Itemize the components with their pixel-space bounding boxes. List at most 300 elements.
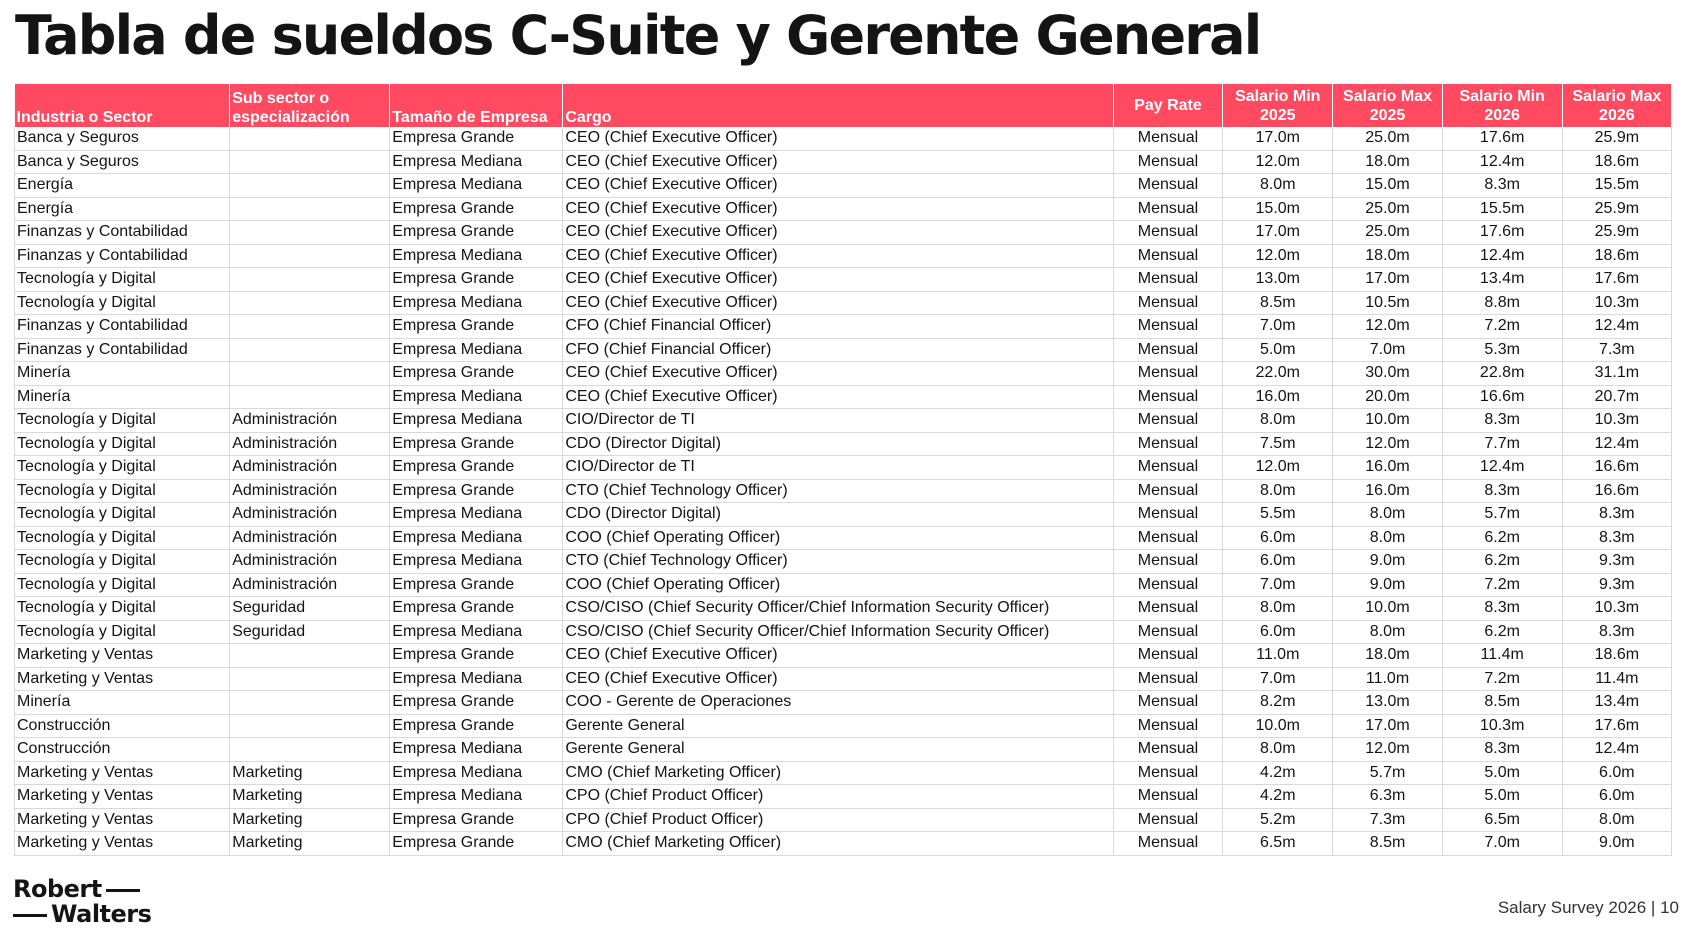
- cell-salario-min-2025: 5.5m: [1223, 503, 1333, 527]
- table-row: [15, 808, 1672, 832]
- cell-industria: Energía: [15, 174, 230, 198]
- table-row: [15, 526, 1672, 550]
- cell-pay-rate: Mensual: [1113, 432, 1222, 456]
- cell-industria: Construcción: [15, 738, 230, 762]
- table-row: [15, 127, 1672, 150]
- table-row: [15, 550, 1672, 574]
- cell-salario-min-2026: 13.4m: [1442, 268, 1562, 292]
- cell-industria: Marketing y Ventas: [15, 667, 230, 691]
- cell-pay-rate: Mensual: [1113, 714, 1222, 738]
- cell-cargo: COO (Chief Operating Officer): [563, 573, 1114, 597]
- table-row: [15, 456, 1672, 480]
- cell-tamano: Empresa Grande: [390, 573, 563, 597]
- cell-salario-min-2026: 7.2m: [1442, 667, 1562, 691]
- cell-salario-min-2025: 10.0m: [1223, 714, 1333, 738]
- cell-industria: Tecnología y Digital: [15, 503, 230, 527]
- cell-industria: Marketing y Ventas: [15, 808, 230, 832]
- cell-salario-min-2025: 15.0m: [1223, 197, 1333, 221]
- cell-salario-max-2025: 5.7m: [1333, 761, 1442, 785]
- cell-salario-max-2025: 17.0m: [1333, 268, 1442, 292]
- cell-salario-min-2026: 8.8m: [1442, 291, 1562, 315]
- cell-cargo: CFO (Chief Financial Officer): [563, 338, 1114, 362]
- cell-salario-max-2026: 12.4m: [1562, 738, 1671, 762]
- cell-salario-min-2025: 8.0m: [1223, 174, 1333, 198]
- cell-tamano: Empresa Mediana: [390, 785, 563, 809]
- cell-subsector: Seguridad: [230, 597, 390, 621]
- table-row: [15, 409, 1672, 433]
- cell-salario-min-2025: 8.0m: [1223, 738, 1333, 762]
- cell-tamano: Empresa Grande: [390, 714, 563, 738]
- cell-salario-max-2026: 12.4m: [1562, 315, 1671, 339]
- cell-salario-max-2026: 11.4m: [1562, 667, 1671, 691]
- cell-pay-rate: Mensual: [1113, 362, 1222, 386]
- cell-industria: Tecnología y Digital: [15, 456, 230, 480]
- cell-pay-rate: Mensual: [1113, 691, 1222, 715]
- cell-salario-max-2025: 11.0m: [1333, 667, 1442, 691]
- cell-subsector: [230, 315, 390, 339]
- cell-cargo: CEO (Chief Executive Officer): [563, 362, 1114, 386]
- cell-salario-min-2025: 7.0m: [1223, 315, 1333, 339]
- cell-tamano: Empresa Mediana: [390, 338, 563, 362]
- cell-cargo: CPO (Chief Product Officer): [563, 808, 1114, 832]
- cell-cargo: CEO (Chief Executive Officer): [563, 150, 1114, 174]
- cell-salario-max-2026: 10.3m: [1562, 597, 1671, 621]
- table-header-row: [15, 84, 1672, 127]
- cell-industria: Minería: [15, 385, 230, 409]
- header-subsector: Sub sector o especialización: [230, 84, 390, 127]
- table-row: [15, 221, 1672, 245]
- logo-word-robert: Robert: [13, 875, 102, 903]
- cell-cargo: CTO (Chief Technology Officer): [563, 479, 1114, 503]
- cell-subsector: [230, 714, 390, 738]
- cell-salario-max-2026: 16.6m: [1562, 479, 1671, 503]
- cell-salario-max-2025: 8.0m: [1333, 526, 1442, 550]
- cell-salario-max-2025: 10.0m: [1333, 597, 1442, 621]
- cell-tamano: Empresa Mediana: [390, 385, 563, 409]
- cell-subsector: [230, 667, 390, 691]
- cell-subsector: Marketing: [230, 761, 390, 785]
- table-row: [15, 244, 1672, 268]
- robert-walters-logo: [13, 877, 151, 927]
- cell-salario-max-2026: 20.7m: [1562, 385, 1671, 409]
- cell-industria: Tecnología y Digital: [15, 620, 230, 644]
- cell-salario-min-2025: 6.0m: [1223, 620, 1333, 644]
- cell-cargo: CEO (Chief Executive Officer): [563, 385, 1114, 409]
- cell-subsector: [230, 268, 390, 292]
- header-industria: Industria o Sector: [15, 84, 230, 127]
- cell-salario-min-2025: 5.0m: [1223, 338, 1333, 362]
- cell-tamano: Empresa Grande: [390, 362, 563, 386]
- cell-industria: Finanzas y Contabilidad: [15, 315, 230, 339]
- cell-tamano: Empresa Grande: [390, 127, 563, 150]
- cell-salario-min-2026: 6.2m: [1442, 550, 1562, 574]
- cell-subsector: [230, 362, 390, 386]
- cell-salario-min-2026: 8.3m: [1442, 597, 1562, 621]
- cell-cargo: CEO (Chief Executive Officer): [563, 291, 1114, 315]
- cell-cargo: CTO (Chief Technology Officer): [563, 550, 1114, 574]
- cell-pay-rate: Mensual: [1113, 268, 1222, 292]
- cell-industria: Tecnología y Digital: [15, 479, 230, 503]
- cell-salario-max-2025: 10.5m: [1333, 291, 1442, 315]
- cell-salario-min-2026: 7.2m: [1442, 315, 1562, 339]
- cell-salario-max-2025: 9.0m: [1333, 550, 1442, 574]
- cell-tamano: Empresa Mediana: [390, 620, 563, 644]
- logo-word-walters: Walters: [51, 900, 152, 928]
- cell-subsector: Administración: [230, 479, 390, 503]
- table-row: [15, 503, 1672, 527]
- cell-subsector: Administración: [230, 526, 390, 550]
- cell-tamano: Empresa Mediana: [390, 738, 563, 762]
- cell-subsector: [230, 197, 390, 221]
- cell-salario-max-2025: 18.0m: [1333, 150, 1442, 174]
- cell-pay-rate: Mensual: [1113, 550, 1222, 574]
- cell-subsector: Marketing: [230, 785, 390, 809]
- table-row: [15, 432, 1672, 456]
- cell-pay-rate: Mensual: [1113, 620, 1222, 644]
- cell-salario-min-2026: 5.0m: [1442, 761, 1562, 785]
- salary-table: [14, 84, 1672, 856]
- cell-salario-min-2026: 17.6m: [1442, 221, 1562, 245]
- table-row: [15, 479, 1672, 503]
- cell-cargo: CEO (Chief Executive Officer): [563, 174, 1114, 198]
- cell-subsector: [230, 127, 390, 150]
- cell-salario-max-2026: 6.0m: [1562, 785, 1671, 809]
- cell-pay-rate: Mensual: [1113, 338, 1222, 362]
- table-row: [15, 714, 1672, 738]
- cell-salario-min-2025: 16.0m: [1223, 385, 1333, 409]
- cell-pay-rate: Mensual: [1113, 174, 1222, 198]
- cell-industria: Tecnología y Digital: [15, 550, 230, 574]
- cell-salario-min-2025: 6.0m: [1223, 550, 1333, 574]
- cell-subsector: Administración: [230, 503, 390, 527]
- cell-salario-max-2026: 6.0m: [1562, 761, 1671, 785]
- cell-industria: Tecnología y Digital: [15, 526, 230, 550]
- cell-salario-min-2026: 15.5m: [1442, 197, 1562, 221]
- cell-pay-rate: Mensual: [1113, 150, 1222, 174]
- cell-subsector: [230, 691, 390, 715]
- page-number: 10: [1660, 898, 1679, 917]
- cell-salario-min-2026: 6.5m: [1442, 808, 1562, 832]
- cell-salario-max-2025: 25.0m: [1333, 221, 1442, 245]
- cell-salario-max-2026: 10.3m: [1562, 409, 1671, 433]
- logo-dash: [106, 889, 140, 892]
- cell-subsector: [230, 174, 390, 198]
- cell-salario-min-2025: 8.2m: [1223, 691, 1333, 715]
- cell-subsector: [230, 150, 390, 174]
- cell-cargo: CEO (Chief Executive Officer): [563, 127, 1114, 150]
- cell-pay-rate: Mensual: [1113, 479, 1222, 503]
- cell-industria: Tecnología y Digital: [15, 291, 230, 315]
- table-row: [15, 362, 1672, 386]
- cell-salario-max-2026: 25.9m: [1562, 221, 1671, 245]
- cell-tamano: Empresa Grande: [390, 597, 563, 621]
- cell-subsector: Administración: [230, 456, 390, 480]
- cell-salario-min-2025: 11.0m: [1223, 644, 1333, 668]
- cell-tamano: Empresa Grande: [390, 315, 563, 339]
- cell-cargo: CDO (Director Digital): [563, 432, 1114, 456]
- cell-salario-max-2026: 13.4m: [1562, 691, 1671, 715]
- cell-subsector: Administración: [230, 573, 390, 597]
- cell-salario-max-2026: 8.0m: [1562, 808, 1671, 832]
- header-pay-rate: Pay Rate: [1113, 84, 1222, 127]
- cell-salario-min-2025: 4.2m: [1223, 785, 1333, 809]
- cell-salario-max-2025: 25.0m: [1333, 197, 1442, 221]
- cell-cargo: COO (Chief Operating Officer): [563, 526, 1114, 550]
- cell-industria: Tecnología y Digital: [15, 597, 230, 621]
- table-row: [15, 597, 1672, 621]
- cell-salario-max-2026: 8.3m: [1562, 620, 1671, 644]
- cell-tamano: Empresa Grande: [390, 644, 563, 668]
- cell-salario-min-2025: 8.5m: [1223, 291, 1333, 315]
- cell-subsector: Administración: [230, 432, 390, 456]
- cell-salario-min-2026: 5.0m: [1442, 785, 1562, 809]
- cell-tamano: Empresa Grande: [390, 691, 563, 715]
- table-row: [15, 832, 1672, 856]
- cell-pay-rate: Mensual: [1113, 456, 1222, 480]
- cell-pay-rate: Mensual: [1113, 315, 1222, 339]
- cell-salario-max-2026: 18.6m: [1562, 644, 1671, 668]
- cell-pay-rate: Mensual: [1113, 785, 1222, 809]
- cell-industria: Marketing y Ventas: [15, 644, 230, 668]
- cell-salario-min-2026: 16.6m: [1442, 385, 1562, 409]
- table-row: [15, 667, 1672, 691]
- table-row: [15, 150, 1672, 174]
- cell-industria: Finanzas y Contabilidad: [15, 244, 230, 268]
- header-tamano: Tamaño de Empresa: [390, 84, 563, 127]
- cell-salario-min-2026: 22.8m: [1442, 362, 1562, 386]
- cell-industria: Marketing y Ventas: [15, 832, 230, 856]
- cell-salario-min-2025: 17.0m: [1223, 127, 1333, 150]
- cell-industria: Banca y Seguros: [15, 150, 230, 174]
- cell-tamano: Empresa Mediana: [390, 761, 563, 785]
- cell-salario-min-2025: 12.0m: [1223, 150, 1333, 174]
- cell-salario-min-2026: 7.7m: [1442, 432, 1562, 456]
- cell-tamano: Empresa Mediana: [390, 244, 563, 268]
- cell-tamano: Empresa Grande: [390, 268, 563, 292]
- cell-industria: Finanzas y Contabilidad: [15, 221, 230, 245]
- cell-salario-min-2025: 6.5m: [1223, 832, 1333, 856]
- cell-salario-min-2025: 5.2m: [1223, 808, 1333, 832]
- cell-tamano: Empresa Grande: [390, 456, 563, 480]
- page-title: Tabla de sueldos C-Suite y Gerente General: [15, 4, 1261, 67]
- cell-cargo: CDO (Director Digital): [563, 503, 1114, 527]
- cell-salario-min-2026: 17.6m: [1442, 127, 1562, 150]
- table-row: [15, 620, 1672, 644]
- cell-tamano: Empresa Mediana: [390, 503, 563, 527]
- cell-industria: Tecnología y Digital: [15, 268, 230, 292]
- cell-pay-rate: Mensual: [1113, 526, 1222, 550]
- cell-salario-min-2026: 5.7m: [1442, 503, 1562, 527]
- cell-pay-rate: Mensual: [1113, 832, 1222, 856]
- cell-salario-max-2026: 25.9m: [1562, 197, 1671, 221]
- cell-cargo: CEO (Chief Executive Officer): [563, 197, 1114, 221]
- cell-tamano: Empresa Grande: [390, 221, 563, 245]
- cell-tamano: Empresa Mediana: [390, 174, 563, 198]
- cell-salario-min-2025: 22.0m: [1223, 362, 1333, 386]
- cell-salario-max-2026: 8.3m: [1562, 526, 1671, 550]
- cell-salario-max-2025: 20.0m: [1333, 385, 1442, 409]
- cell-pay-rate: Mensual: [1113, 738, 1222, 762]
- cell-salario-max-2025: 16.0m: [1333, 456, 1442, 480]
- cell-salario-max-2026: 9.0m: [1562, 832, 1671, 856]
- table-row: [15, 338, 1672, 362]
- cell-salario-max-2026: 17.6m: [1562, 714, 1671, 738]
- cell-salario-min-2026: 6.2m: [1442, 526, 1562, 550]
- cell-tamano: Empresa Mediana: [390, 526, 563, 550]
- cell-subsector: [230, 221, 390, 245]
- cell-pay-rate: Mensual: [1113, 385, 1222, 409]
- table-row: [15, 644, 1672, 668]
- cell-salario-max-2025: 30.0m: [1333, 362, 1442, 386]
- table-row: [15, 197, 1672, 221]
- cell-cargo: CIO/Director de TI: [563, 456, 1114, 480]
- cell-salario-max-2025: 8.0m: [1333, 503, 1442, 527]
- cell-cargo: CFO (Chief Financial Officer): [563, 315, 1114, 339]
- table-row: [15, 785, 1672, 809]
- cell-subsector: [230, 244, 390, 268]
- cell-pay-rate: Mensual: [1113, 221, 1222, 245]
- cell-industria: Energía: [15, 197, 230, 221]
- cell-subsector: [230, 644, 390, 668]
- cell-salario-max-2026: 12.4m: [1562, 432, 1671, 456]
- cell-pay-rate: Mensual: [1113, 127, 1222, 150]
- cell-cargo: CEO (Chief Executive Officer): [563, 667, 1114, 691]
- cell-salario-min-2026: 11.4m: [1442, 644, 1562, 668]
- cell-pay-rate: Mensual: [1113, 761, 1222, 785]
- table-body: [15, 127, 1672, 855]
- cell-salario-max-2025: 10.0m: [1333, 409, 1442, 433]
- cell-subsector: Marketing: [230, 808, 390, 832]
- cell-salario-min-2025: 8.0m: [1223, 597, 1333, 621]
- header-cargo: Cargo: [563, 84, 1114, 127]
- cell-salario-min-2026: 8.3m: [1442, 738, 1562, 762]
- table-row: [15, 691, 1672, 715]
- cell-salario-max-2025: 12.0m: [1333, 738, 1442, 762]
- cell-salario-max-2025: 17.0m: [1333, 714, 1442, 738]
- cell-salario-max-2025: 13.0m: [1333, 691, 1442, 715]
- cell-pay-rate: Mensual: [1113, 197, 1222, 221]
- cell-subsector: Administración: [230, 550, 390, 574]
- cell-salario-min-2025: 8.0m: [1223, 409, 1333, 433]
- cell-salario-max-2025: 9.0m: [1333, 573, 1442, 597]
- cell-salario-max-2025: 8.5m: [1333, 832, 1442, 856]
- cell-salario-max-2026: 15.5m: [1562, 174, 1671, 198]
- table-row: [15, 315, 1672, 339]
- cell-salario-min-2025: 12.0m: [1223, 456, 1333, 480]
- cell-cargo: CMO (Chief Marketing Officer): [563, 832, 1114, 856]
- cell-industria: Tecnología y Digital: [15, 409, 230, 433]
- cell-cargo: CEO (Chief Executive Officer): [563, 244, 1114, 268]
- cell-salario-max-2025: 18.0m: [1333, 244, 1442, 268]
- cell-pay-rate: Mensual: [1113, 808, 1222, 832]
- cell-industria: Finanzas y Contabilidad: [15, 338, 230, 362]
- cell-tamano: Empresa Grande: [390, 197, 563, 221]
- cell-salario-min-2025: 12.0m: [1223, 244, 1333, 268]
- cell-salario-min-2026: 10.3m: [1442, 714, 1562, 738]
- cell-industria: Marketing y Ventas: [15, 761, 230, 785]
- cell-salario-max-2026: 9.3m: [1562, 573, 1671, 597]
- cell-pay-rate: Mensual: [1113, 503, 1222, 527]
- cell-industria: Tecnología y Digital: [15, 573, 230, 597]
- cell-industria: Construcción: [15, 714, 230, 738]
- cell-cargo: CSO/CISO (Chief Security Officer/Chief Information Security Officer): [563, 620, 1114, 644]
- cell-salario-max-2025: 25.0m: [1333, 127, 1442, 150]
- cell-cargo: COO - Gerente de Operaciones: [563, 691, 1114, 715]
- cell-industria: Marketing y Ventas: [15, 785, 230, 809]
- cell-pay-rate: Mensual: [1113, 244, 1222, 268]
- header-salario-max-2026: Salario Max 2026: [1562, 84, 1671, 127]
- cell-salario-max-2026: 9.3m: [1562, 550, 1671, 574]
- table-row: [15, 761, 1672, 785]
- cell-tamano: Empresa Mediana: [390, 291, 563, 315]
- cell-salario-max-2025: 12.0m: [1333, 315, 1442, 339]
- cell-salario-min-2026: 8.5m: [1442, 691, 1562, 715]
- cell-salario-min-2025: 13.0m: [1223, 268, 1333, 292]
- cell-salario-min-2025: 6.0m: [1223, 526, 1333, 550]
- cell-salario-max-2025: 12.0m: [1333, 432, 1442, 456]
- cell-tamano: Empresa Grande: [390, 432, 563, 456]
- cell-tamano: Empresa Grande: [390, 808, 563, 832]
- table-row: [15, 268, 1672, 292]
- cell-pay-rate: Mensual: [1113, 409, 1222, 433]
- cell-pay-rate: Mensual: [1113, 644, 1222, 668]
- cell-salario-max-2025: 8.0m: [1333, 620, 1442, 644]
- cell-salario-min-2026: 8.3m: [1442, 479, 1562, 503]
- cell-salario-max-2025: 15.0m: [1333, 174, 1442, 198]
- table-row: [15, 738, 1672, 762]
- table-row: [15, 385, 1672, 409]
- cell-salario-max-2026: 18.6m: [1562, 150, 1671, 174]
- cell-pay-rate: Mensual: [1113, 597, 1222, 621]
- cell-subsector: [230, 338, 390, 362]
- cell-salario-min-2025: 7.0m: [1223, 667, 1333, 691]
- cell-tamano: Empresa Mediana: [390, 550, 563, 574]
- cell-salario-min-2025: 17.0m: [1223, 221, 1333, 245]
- cell-salario-min-2026: 12.4m: [1442, 456, 1562, 480]
- cell-industria: Minería: [15, 691, 230, 715]
- cell-salario-min-2026: 8.3m: [1442, 174, 1562, 198]
- table-row: [15, 291, 1672, 315]
- cell-salario-min-2026: 8.3m: [1442, 409, 1562, 433]
- cell-subsector: [230, 738, 390, 762]
- cell-cargo: CEO (Chief Executive Officer): [563, 268, 1114, 292]
- cell-salario-min-2026: 12.4m: [1442, 150, 1562, 174]
- footer-label: Salary Survey 2026 |: [1497, 898, 1656, 917]
- cell-salario-min-2026: 7.2m: [1442, 573, 1562, 597]
- cell-tamano: Empresa Mediana: [390, 667, 563, 691]
- cell-cargo: CIO/Director de TI: [563, 409, 1114, 433]
- cell-cargo: CPO (Chief Product Officer): [563, 785, 1114, 809]
- cell-pay-rate: Mensual: [1113, 291, 1222, 315]
- cell-salario-max-2025: 7.3m: [1333, 808, 1442, 832]
- cell-cargo: CEO (Chief Executive Officer): [563, 644, 1114, 668]
- cell-cargo: CMO (Chief Marketing Officer): [563, 761, 1114, 785]
- cell-salario-max-2025: 7.0m: [1333, 338, 1442, 362]
- cell-salario-max-2026: 7.3m: [1562, 338, 1671, 362]
- header-salario-min-2025: Salario Min 2025: [1223, 84, 1333, 127]
- cell-industria: Tecnología y Digital: [15, 432, 230, 456]
- cell-salario-max-2025: 16.0m: [1333, 479, 1442, 503]
- cell-subsector: Administración: [230, 409, 390, 433]
- page-footer: [1498, 898, 1679, 918]
- cell-salario-max-2026: 25.9m: [1562, 127, 1671, 150]
- cell-salario-max-2026: 10.3m: [1562, 291, 1671, 315]
- cell-salario-min-2026: 7.0m: [1442, 832, 1562, 856]
- cell-salario-max-2025: 6.3m: [1333, 785, 1442, 809]
- header-salario-min-2026: Salario Min 2026: [1442, 84, 1562, 127]
- cell-industria: Banca y Seguros: [15, 127, 230, 150]
- cell-tamano: Empresa Mediana: [390, 409, 563, 433]
